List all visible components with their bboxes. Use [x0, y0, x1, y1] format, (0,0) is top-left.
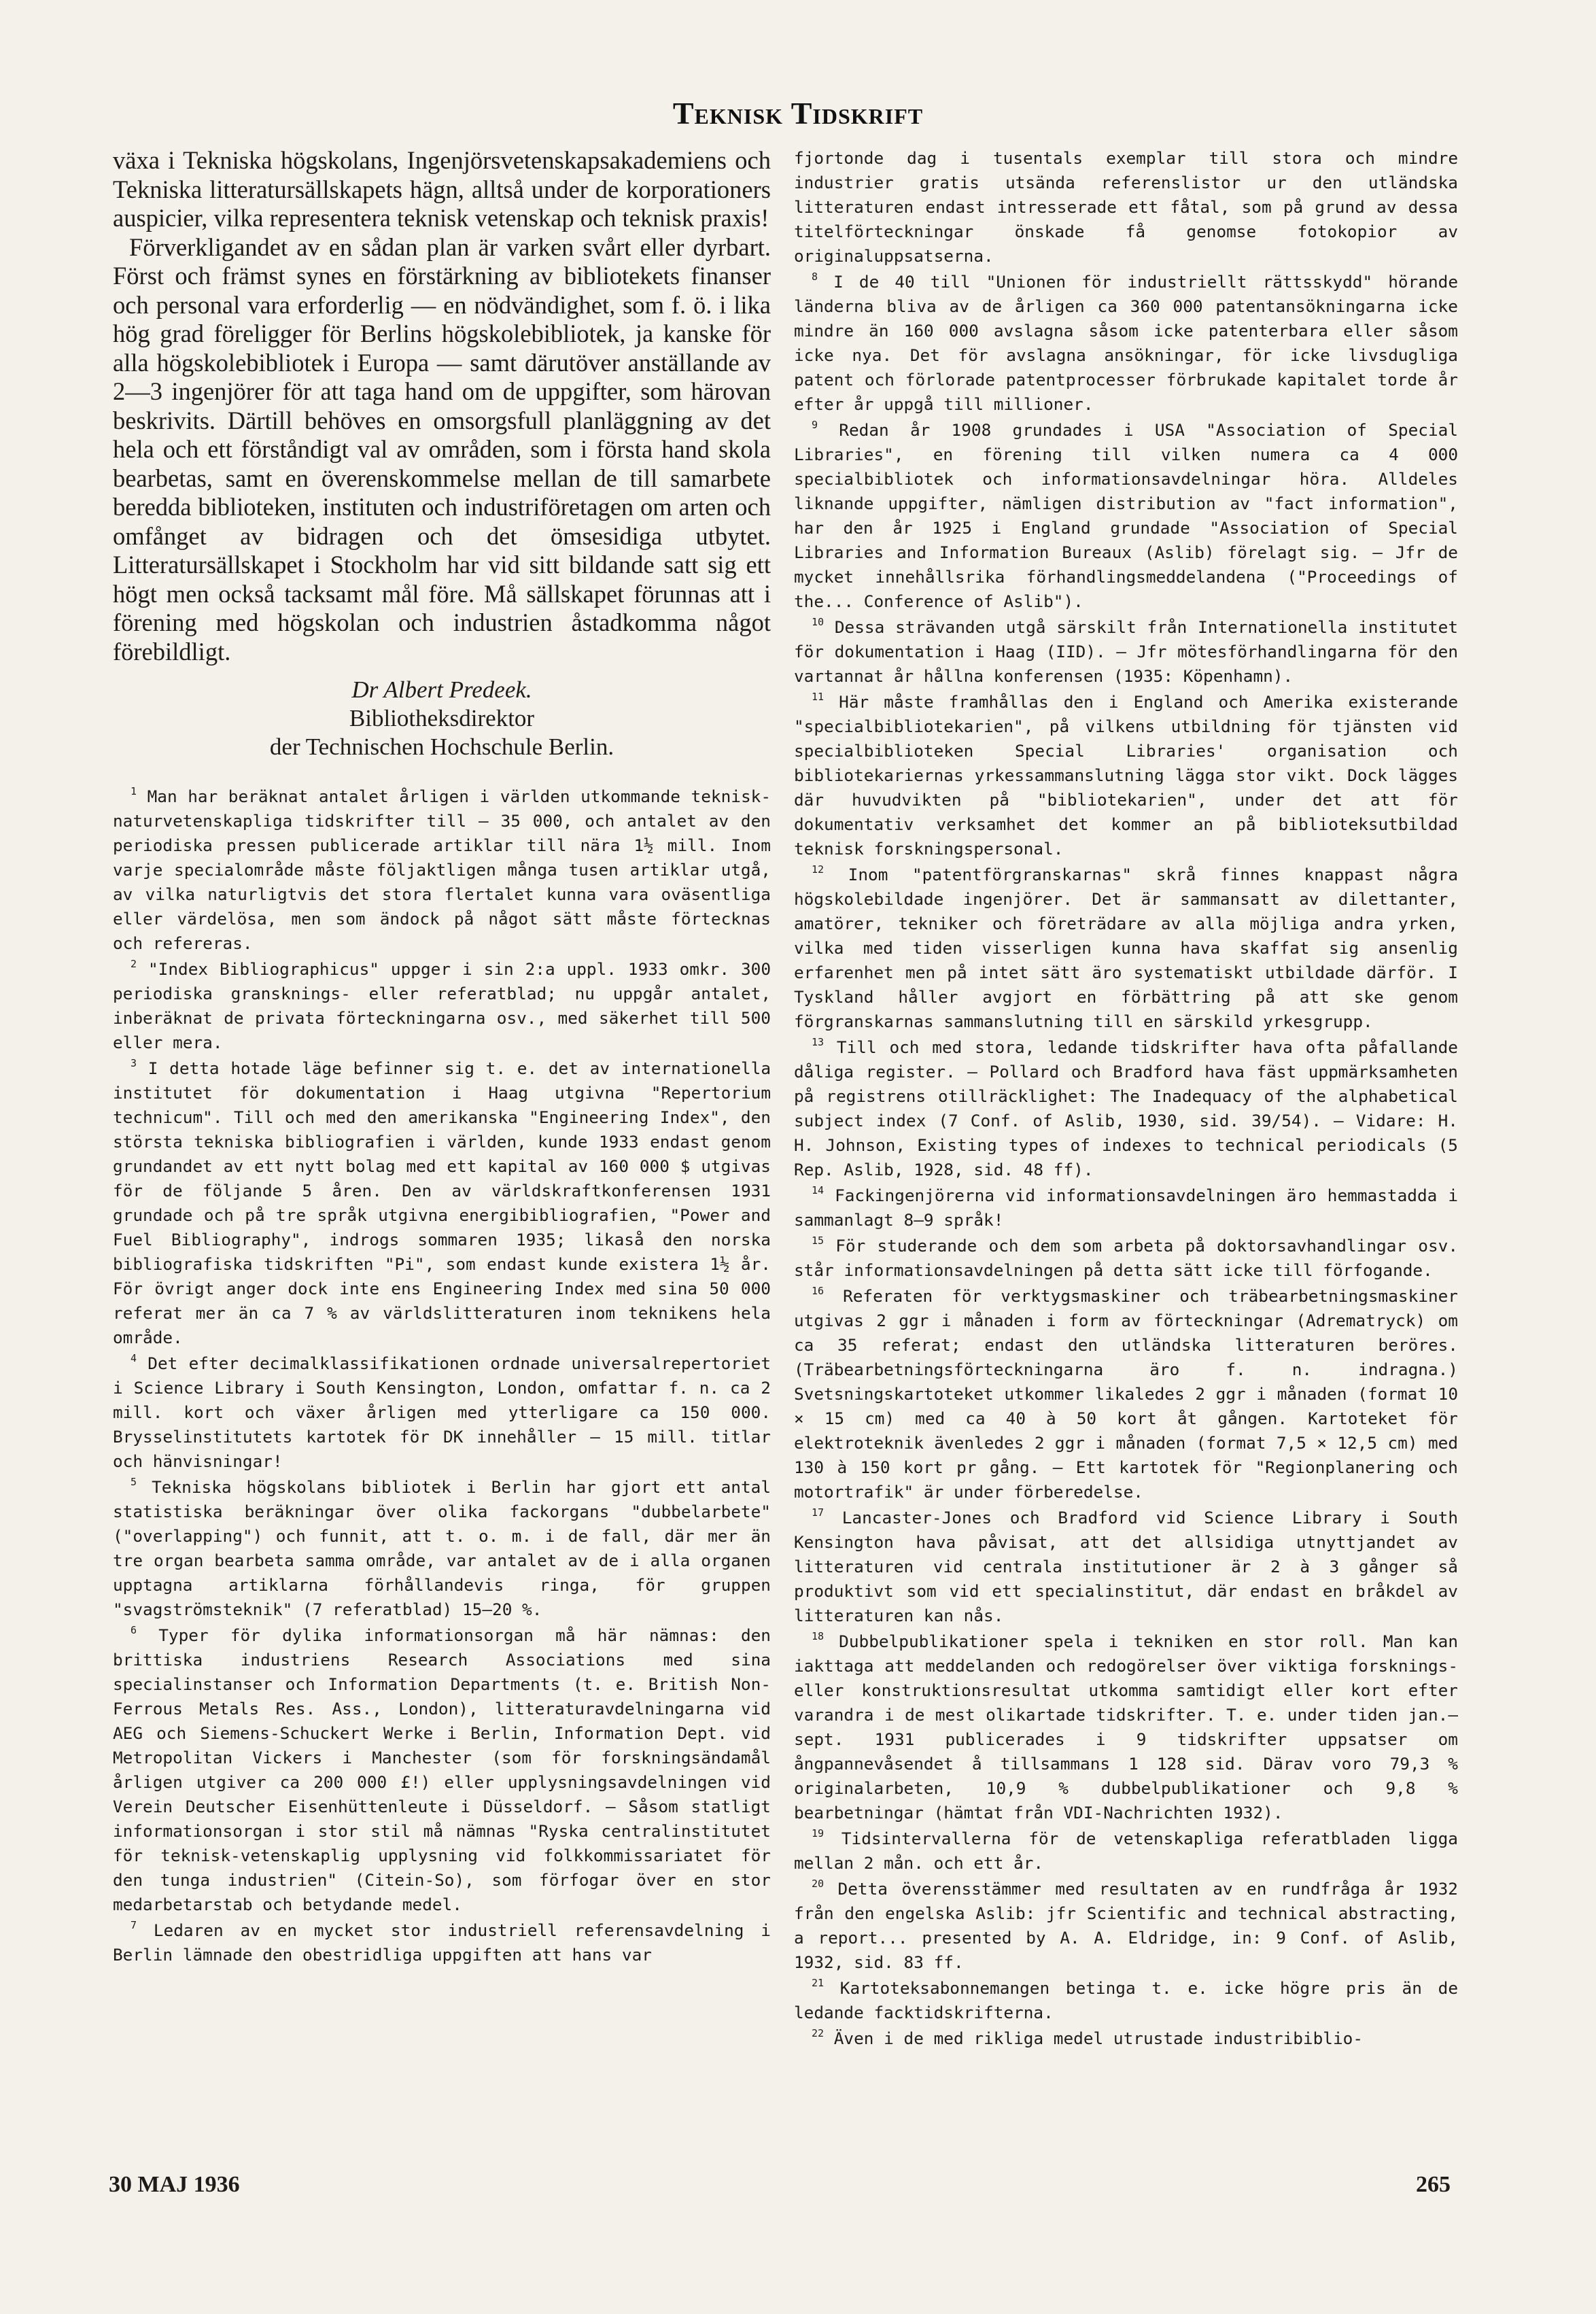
body-paragraph: Förverkligandet av en sådan plan är varken svårt eller dyrbart. Först och främst synes en förstärkning av bibliotekets finanser och personal vara erforderlig — en nödvändighet, som f. ö. i lika hög grad föreligger för Berlins högskolebibliotek, ja kanske för alla högskolebibliotek i Europa — samt därutöver anställande av 2—3 ingenjörer för att taga hand om de uppgifter, som härovan beskrivits. Därtill behöves en omsorgsfull planläggning av det hela och ett förståndigt val av områden, som i första hand skola bearbetas, samt en överenskommelse mellan de till samarbete beredda biblioteken, instituten och industriföretagen om arten och omfånget av bidragen och det ömsesidiga utbytet. Litteratursällskapet i Stockholm har vid sitt bildande satt sig ett högt men också tacksamt mål före. Må sällskapet förunnas att i förening med högskolan och industrien åstadkomma något förebildligt. [113, 232, 771, 666]
footnote: $^7$ Ledaren av en mycket stor industriell referensavdelning i Berlin lämnade den obestridliga uppgiften att hans var [113, 1919, 771, 1965]
footnote: $^{22}$ Även i de med rikliga medel utrustade industribiblio- [812, 2027, 1364, 2048]
footnote: $^{17}$ Lancaster-Jones och Bradford vid Science Library i South Kensington hava påvisat, att det allsidiga utnyttjandet av litteraturen vid centrala institutioner är 2 à 3 gånger så produktivt som vid ett specialinstitut, där endast en bråkdel av litteraturen kan nås. [794, 1506, 1458, 1625]
masthead: Teknisk Tidskrift [672, 96, 924, 131]
author-institution: der Technischen Hochschule Berlin. [269, 733, 614, 760]
footnote: $^{21}$ Kartoteksabonnemangen betinga t. e. icke högre pris än de ledande facktidskrifterna. [794, 1977, 1458, 2022]
footnote: $^{16}$ Referaten för verktygsmaskiner och träbearbetningsmaskiner utgivas 2 ggr i månaden i form av förteckningar (Adrematryck) om ca 35 referat; endast den utländska litteraturen beröres. (Träbearbetningsförteckningarna äro f. n. indragna.) Svetsningskartoteket utkommer likaledes 2 ggr i månaden (format 10 × 15 cm) med ca 40 à 50 kort åt gången. Kartoteket för elektroteknik ävenledes 2 ggr i månaden (format 7,5 × 12,5 cm) med 130 à 150 kort pr gång. — Ett kartotek för "Regionplanering och motortrafik" är under förberedelse. [794, 1285, 1458, 1502]
author-name: Dr Albert Predeek. [351, 676, 532, 703]
footnote: $^3$ I detta hotade läge befinner sig t. e. det av internationella institutet för dokumentation i Haag utgivna "Repertorium technicum". Till och med den amerikanska "Engineering Index", den största tekniska bibliografien i världen, kunde 1933 endast genom grundandet av ett nytt bolag med ett kapital av 160 000 $ utgivas för de följande 5 åren. Den av världskraftkonferensen 1931 grundade och på tre språk utgivna energibibliografien, "Power and Fuel Bibliography", indrogs sommaren 1935; likaså den norska bibliografiska tidskriften "Pi", som endast kunde existera 1½ år. För övrigt anger dock inte ens Engineering Index med sina 50 000 referat mer än ca 7 % av världslitteraturen inom teknikens hela område. [113, 1057, 771, 1347]
footnote: $^{19}$ Tidsintervallerna för de vetenskapliga referatbladen ligga mellan 2 mån. och ett år. [794, 1827, 1458, 1873]
issue-date: 30 MAJ 1936 [109, 2172, 240, 2197]
footnote: $^{13}$ Till och med stora, ledande tidskrifter hava ofta påfallande dåliga register. — Pollard och Bradford hava fäst uppmärksamheten på registrens otillräcklighet: The Inadequacy of the alphabetical subject index (7 Conf. of Aslib, 1930, sid. 39/54). — Vidare: H. H. Johnson, Existing types of indexes to technical periodicals (5 Rep. Aslib, 1928, sid. 48 ff). [794, 1036, 1458, 1179]
footnote: $^{18}$ Dubbelpublikationer spela i tekniken en stor roll. Man kan iakttaga att meddelanden och redogörelser över viktiga forsknings- eller konstruktionsresultat utkomma samtidigt eller kort efter varandra i de mest olikartade tidskrifter. T. e. under tiden jan.—sept. 1931 publicerades i 9 tidskrifter uppsatser om ångpannevåsendet å tillsammans 1 128 sid. Därav voro 79,3 % originalarbeten, 10,9 % dubbelpublikationer och 9,8 % bearbetningar (hämtat från VDI-Nachrichten 1932). [794, 1630, 1458, 1823]
footnote: $^{11}$ Här måste framhållas den i England och Amerika existerande "specialbibliotekarien", på vilkens utbildning för tjänsten vid specialbiblioteken Special Libraries' organisation och bibliotekariernas yrkessammanslutning lägga stor vikt. Dock lägges där huvudvikten på "bibliotekarien", under det att för dokumentativ verksamhet det kommer an på biblioteksutbildad teknisk forskningspersonal. [794, 691, 1458, 859]
footnote: $^1$ Man har beräknat antalet årligen i världen utkommande teknisk-naturvetenskapliga tidskrifter till — 35 000, och antalet av den periodiska pressen publicerade artiklar till nära 1½ mill. Inom varje specialområde måste följaktligen många tusen artiklar utgå, av vilka naturligtvis det stora flertalet kunna vara oväsentliga eller värdelösa, men som ändock på något sätt måste förtecknas och refereras. [113, 785, 771, 953]
footnote-continuation: fjortonde dag i tusentals exemplar till stora och mindre industrier gratis utsända referenslistor ur den utländska litteraturen endast intresserade ett fåtal, som på grund av dessa titelförteckningar önskade få genomse fotokopior av originaluppsatserna. [794, 148, 1458, 266]
right-column [794, 146, 1458, 2179]
footnote: $^{14}$ Fackingenjörerna vid informationsavdelningen äro hemmastadda i sammanlagt 8—9 språk! [794, 1184, 1458, 1230]
footnote: $^2$ "Index Bibliographicus" uppger i sin 2:a uppl. 1933 omkr. 300 periodiska gransknings- eller referatblad; nu uppgår antalet, inberäknat de privata förteckningarna osv., med säkerhet till 500 eller mera. [113, 958, 771, 1052]
footnote: $^8$ I de 40 till "Unionen för industriellt rättsskydd" hörande länderna bliva av de årligen ca 360 000 patentansökningarna icke mindre än 160 000 avslagna såsom icke patenterbara eller såsom icke nya. Det för avslagna ansökningar, för icke livsdugliga patent och förlorade patentprocesser förbrukade kapitalet torde år efter år uppgå till millioner. [794, 271, 1458, 414]
footnote: $^{20}$ Detta överensstämmer med resultaten av en rundfråga år 1932 från den engelska Aslib: jfr Scientific and technical abstracting, a report... presented by A. A. Eldridge, in: 9 Conf. of Aslib, 1932, sid. 83 ff. [794, 1878, 1458, 1972]
author-title: Bibliotheksdirektor [349, 705, 535, 731]
footnotes-left [113, 784, 771, 1967]
footnote: $^6$ Typer för dylika informationsorgan må här nämnas: den brittiska industriens Research Associations med sina specialinstanser och Information Departments (t. e. British Non-Ferrous Metals Res. Ass., London), litteraturavdelningarna vid AEG och Siemens-Schuckert Werke i Berlin, Information Dept. vid Metropolitan Vickers i Manchester (som för forskningsändamål årligen utgiver ca 200 000 £!) eller upplysningsavdelningen vid Verein Deutscher Eisenhüttenleute i Düsseldorf. — Såsom statligt informationsorgan i stor stil må nämnas "Ryska centralinstitutet för teknisk-vetenskaplig upplysning vid folkkommissariatet för den tunga industrien" (Citein-So), som förfogar över en stor medarbetarstab och betydande medel. [113, 1624, 771, 1914]
footnote: $^{15}$ För studerande och dem som arbeta på doktorsavhandlingar osv. står informationsavdelningen på detta sätt icke till förfogande. [794, 1234, 1458, 1280]
signature [113, 676, 771, 761]
footnote: $^4$ Det efter decimalklassifikationen ordnade universalrepertoriet i Science Library i South Kensington, London, omfattar f. n. ca 2 mill. kort och växer årligen med ytterligare ca 150 000. Brysselinstitutets kartotek för DK innehåller — 15 mill. titlar och hänvisningar! [113, 1352, 771, 1471]
left-column [113, 146, 771, 2118]
page-number: 265 [1416, 2172, 1451, 2197]
footnote: $^{10}$ Dessa strävanden utgå särskilt från Internationella institutet för dokumentation i Haag (IID). — Jfr mötesförhandlingarna för den vartannat år hållna konferensen (1935: Köpenhamn). [794, 616, 1458, 686]
footnote: $^{12}$ Inom "patentförgranskarnas" skrå finnes knappast några högskolebildade ingenjörer. Det är sammansatt av dilettanter, amatörer, tekniker och företrädare av alla möjliga andra yrken, vilka med tiden visserligen kunna hava skaffat sig ansenlig erfarenhet men på intet sätt äro systematiskt utbildade därför. I Tyskland håller avgjort en förbättring på att ske genom förgranskarnas sammanslutning till en särskild yrkesgrupp. [794, 863, 1458, 1031]
footnote: $^9$ Redan år 1908 grundades i USA "Association of Special Libraries", en förening till vilken numera ca 4 000 specialbibliotek och informationsavdelningar höra. Alldeles liknande uppgifter, nämligen distribution av "fact information", har den år 1925 i England grundade "Association of Special Libraries and Information Bureaux (Aslib) förelagt sig. — Jfr de mycket innehållsrika förhandlingsmeddelandena ("Proceedings of the... Conference of Aslib"). [794, 419, 1458, 611]
footnote: $^5$ Tekniska högskolans bibliotek i Berlin har gjort ett antal statistiska beräkningar över olika fackorgans "dubbelarbete" ("overlapping") och funnit, att t. o. m. i de fall, där mer än tre organ bearbeta samma område, var antalet av de i alla organen upptagna artiklarna förhållandevis ringa, för gruppen "svagströmsteknik" (7 referatblad) 15—20 %. [113, 1476, 771, 1619]
body-paragraph: växa i Tekniska högskolans, Ingenjörsvetenskapsakademiens och Tekniska litteratursällskapets hägn, alltså under de korporationers auspicier, vilka representera teknisk vetenskap och teknisk praxis! [113, 146, 771, 232]
